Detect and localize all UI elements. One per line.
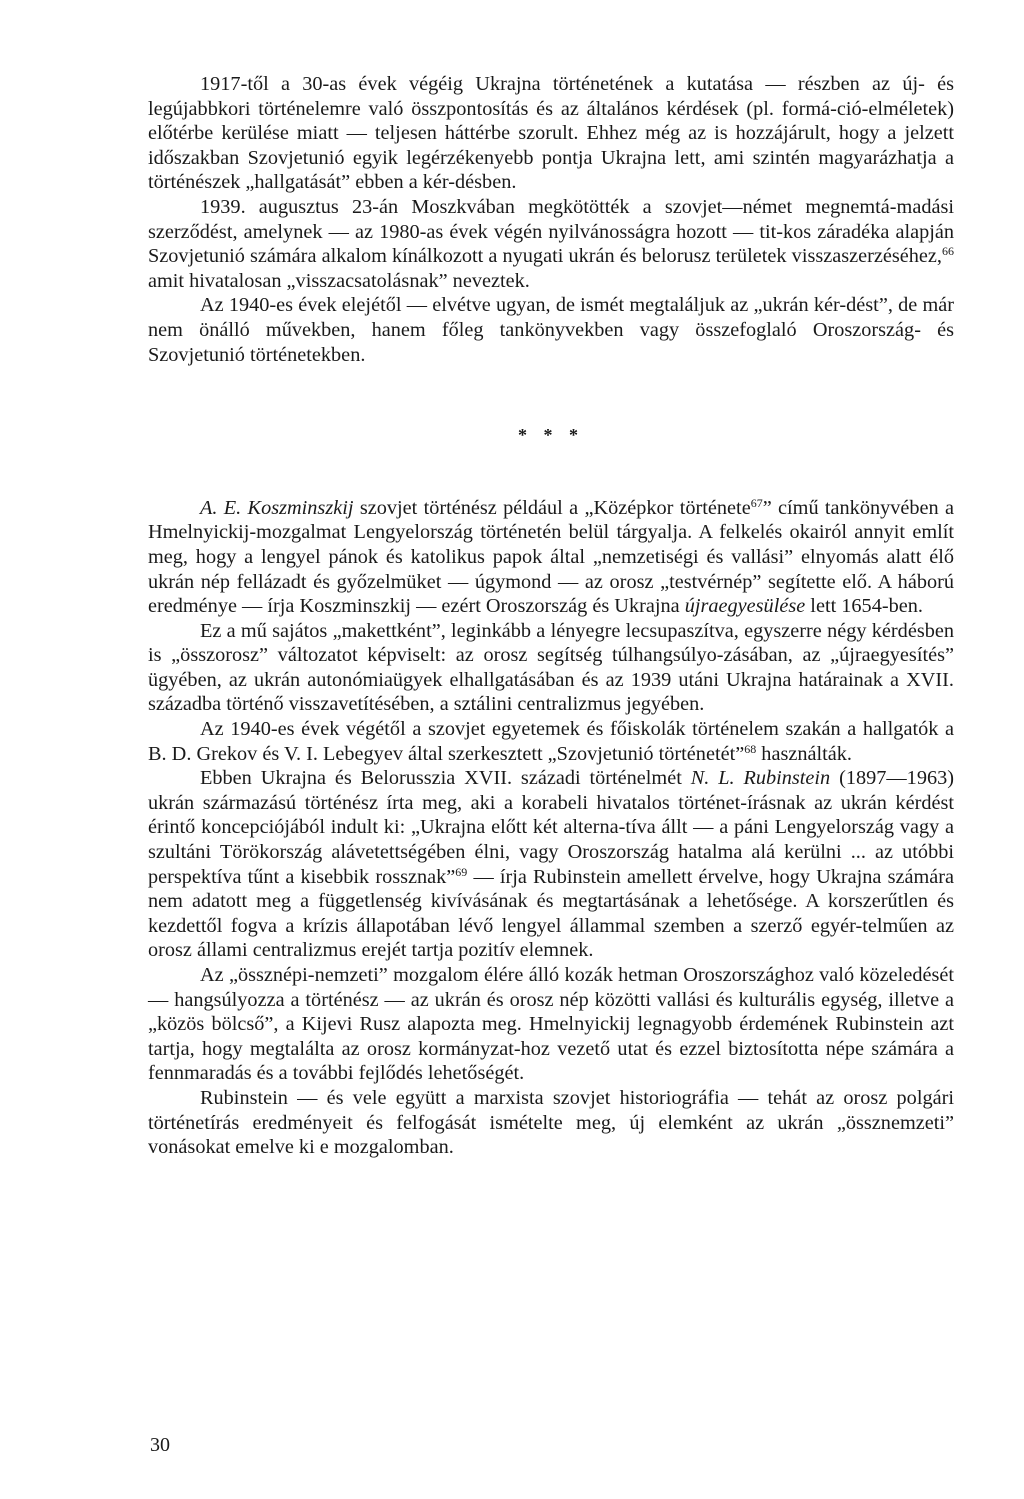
footnote-ref: 67: [750, 495, 763, 510]
text-run: Rubinstein — és vele együtt a marxista szovjet historiográfia — tehát az orosz polgári történetírás eredményeit és felfogását ismételte meg, új elemként az ukrán „össznemzeti” vonásokat emelve ki e mozgalomban.: [148, 1086, 954, 1159]
italic-text: N. L. Rubinstein: [690, 767, 831, 790]
paragraph: [148, 717, 954, 766]
text-run: amit hivatalosan „visszacsatolásnak” neveztek.: [148, 269, 530, 292]
text-run: Ez a mű sajátos „makettként”, leginkább a lényegre lecsupaszítva, egyszerre négy kérdésben is „összorosz” változatot képviselt: az orosz segítség túlhangsúlyo-zásában, az „újraegyesítés” ügyében, az ukrán autonómiaügyek elhallgatásában és az 1939 utáni Ukrajna határainak a XVII. századba történő visszavetítésében, a sztálini centralizmus jegyében.: [148, 619, 954, 716]
paragraph: [148, 1086, 954, 1160]
text-section-top: [148, 72, 954, 367]
italic-text: újraegyesülése: [684, 595, 806, 618]
paragraph: [148, 496, 954, 619]
text-run: lett 1654-ben.: [805, 595, 923, 618]
text-run: Az „össznépi-nemzeti” mozgalom élére álló kozák hetman Oroszországhoz való közeledését — hangsúlyozza a történész — az ukrán és orosz nép közötti vallási és kulturális egység, illetve a „közös bölcső”, a Kijevi Rusz alapozta meg. Hmelnyickij legnagyobb érdemének Rubinstein azt tartja, hogy megtalálta az orosz kormányzat-hoz vezető utat és ezzel biztosította népe számára a fennmaradás és a további fejlődés lehetőségét.: [148, 964, 954, 1085]
page-body: [148, 72, 954, 1160]
page-number: 30: [150, 1434, 170, 1456]
paragraph: [148, 293, 954, 367]
text-run: 1939. augusztus 23-án Moszkvában megkötötték a szovjet—német megnemtá-madási szerződést, amelynek — az 1980-as évek végén nyilvánosságra hozott — tit-kos záradéka alapján Szovjetunió számára alkalom kínálkozott a nyugati ukrán és belorusz területek visszaszerzéséhez,: [148, 195, 954, 268]
footnote-ref: 68: [744, 741, 757, 756]
text-run: használták.: [756, 742, 852, 765]
text-run: Ebben Ukrajna és Belorusszia XVII. századi történelmét: [200, 767, 691, 790]
text-section-bottom: [148, 496, 954, 1160]
paragraph: [148, 963, 954, 1086]
footnote-ref: 69: [455, 864, 468, 879]
text-run: szovjet történész például a „Középkor története: [353, 496, 751, 519]
text-run: 1917-től a 30-as évek végéig Ukrajna történetének a kutatása — részben az új- és legújabbkori történelemre való összpontosítás és az általános kérdések (pl. formá-ció-elméletek) előtérbe kerülése miatt — teljesen háttérbe szorult. Ehhez még az is hozzájárult, hogy a jelzett időszakban Szovjetunió egyik legérzékenyebb pontja Ukrajna lett, ami szintén magyarázhatja a történészek „hallgatását” ebben a kér-désben.: [148, 73, 954, 194]
text-run: Az 1940-es évek végétől a szovjet egyetemek és főiskolák történelem szakán a hallgatók a B. D. Grekov és V. I. Lebegyev által szerkesztett „Szovjetunió történetét”: [148, 718, 954, 765]
paragraph: [148, 766, 954, 963]
footnote-ref: 66: [942, 244, 954, 259]
paragraph: [148, 619, 954, 717]
section-separator: * * *: [518, 425, 584, 446]
text-run: ” című tankönyvében a Hmelnyickij-mozgalmat Lengyelország történetén belül tárgyalja. A felkelés okairól annyit említ meg, hogy a lengyel pánok és katolikus papok által „nemzetiségi és vallási” elnyomás alatt élő ukrán nép fellázadt és győzelmüket — úgymond — az orosz „testvérnép” segítette elő. A háború eredménye — írja Koszminszkij — ezért Oroszország és Ukrajna: [148, 496, 954, 618]
text-run: Az 1940-es évek elejétől — elvétve ugyan, de ismét megtaláljuk az „ukrán kér-dést”, de már nem önálló művekben, hanem főleg tankönyvekben vagy összefoglaló Oroszország- és Szovjetunió történetekben.: [148, 294, 954, 366]
text-run: — írja Rubinstein amellett érvelve, hogy Ukrajna számára nem adatott meg a függetlenség kivívásának és megtartásának a lehetősége. A korszerűtlen és kezdettől fogva a krízis állapotában lévő lengyel állammal szemben a szerző egyér-telműen az orosz állami centralizmus erejét tartja pozitív elemnek.: [148, 865, 954, 962]
italic-text: A. E. Koszminszkij: [200, 496, 354, 519]
text-run: (1897—1963) ukrán származású történész írta meg, aki a korabeli hivatalos történet-írásnak az ukrán kérdést érintő koncepciójából indult ki: „Ukrajna előtt két alterna-tíva állt — a páni Lengyelország vagy a szultáni Törökország alávetettségében élni, vagy Oroszország hatalma alá kerülni ... az utóbbi perspektíva tűnt a kisebbik rossznak”: [148, 767, 954, 888]
paragraph: [148, 72, 954, 195]
paragraph: [148, 195, 954, 293]
